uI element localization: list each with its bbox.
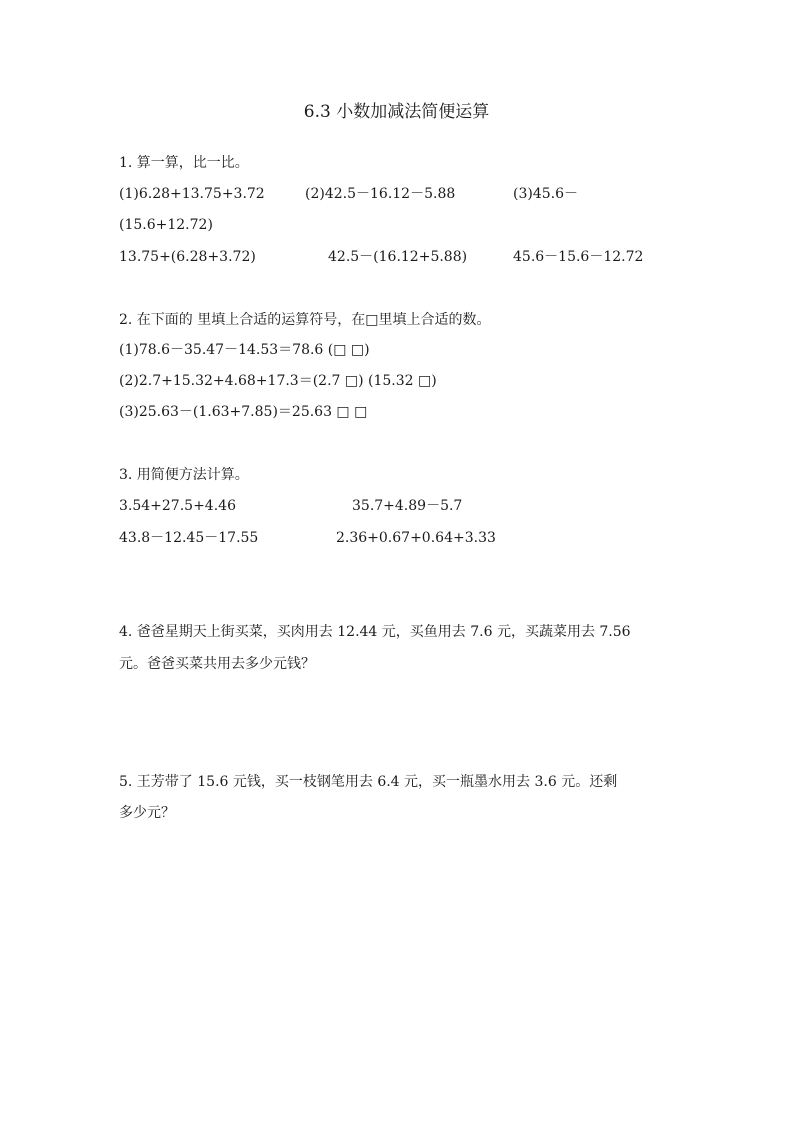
q1-item-3a-wrap: (15.6+12.72): [119, 217, 213, 233]
q1-heading: 1. 算一算，比一比。: [119, 155, 249, 171]
q3-item-3: 43.8－12.45－17.55: [119, 530, 259, 546]
q2-item-2: (2)2.7+15.32+4.68+17.3＝(2.7 □) (15.32 □): [119, 373, 437, 389]
q1-item-3a: (3)45.6－: [513, 186, 579, 202]
q3-heading: 3. 用简便方法计算。: [119, 467, 249, 483]
q4-line-2: 元。爸爸买菜共用去多少元钱？: [119, 656, 315, 672]
q5-line-2: 多少元？: [119, 805, 175, 821]
q3-item-4: 2.36+0.67+0.64+3.33: [336, 530, 496, 546]
q4-line-1: 4. 爸爸星期天上街买菜，买肉用去 12.44 元，买鱼用去 7.6 元，买蔬菜用去 7.56: [119, 624, 631, 640]
q2-item-3: (3)25.63－(1.63+7.85)＝25.63 □ □: [119, 404, 368, 420]
q5-line-1: 5. 王芳带了 15.6 元钱，买一枝钢笔用去 6.4 元，买一瓶墨水用去 3.6 元。还剩: [119, 774, 618, 790]
q3-item-2: 35.7+4.89－5.7: [352, 498, 463, 514]
q1-item-3b: 45.6－15.6－12.72: [513, 249, 644, 265]
q2-item-1: (1)78.6－35.47－14.53＝78.6 (□ □): [119, 342, 370, 358]
q1-item-2b: 42.5－(16.12+5.88): [328, 249, 468, 265]
page-title: 6.3 小数加减法简便运算: [303, 102, 490, 122]
q2-heading: 2. 在下面的 里填上合适的运算符号，在□里填上合适的数。: [119, 312, 491, 328]
q1-item-1b: 13.75+(6.28+3.72): [119, 249, 256, 265]
q3-item-1: 3.54+27.5+4.46: [119, 498, 236, 514]
q1-item-2a: (2)42.5－16.12－5.88: [305, 186, 456, 202]
q1-item-1a: (1)6.28+13.75+3.72: [119, 186, 265, 202]
